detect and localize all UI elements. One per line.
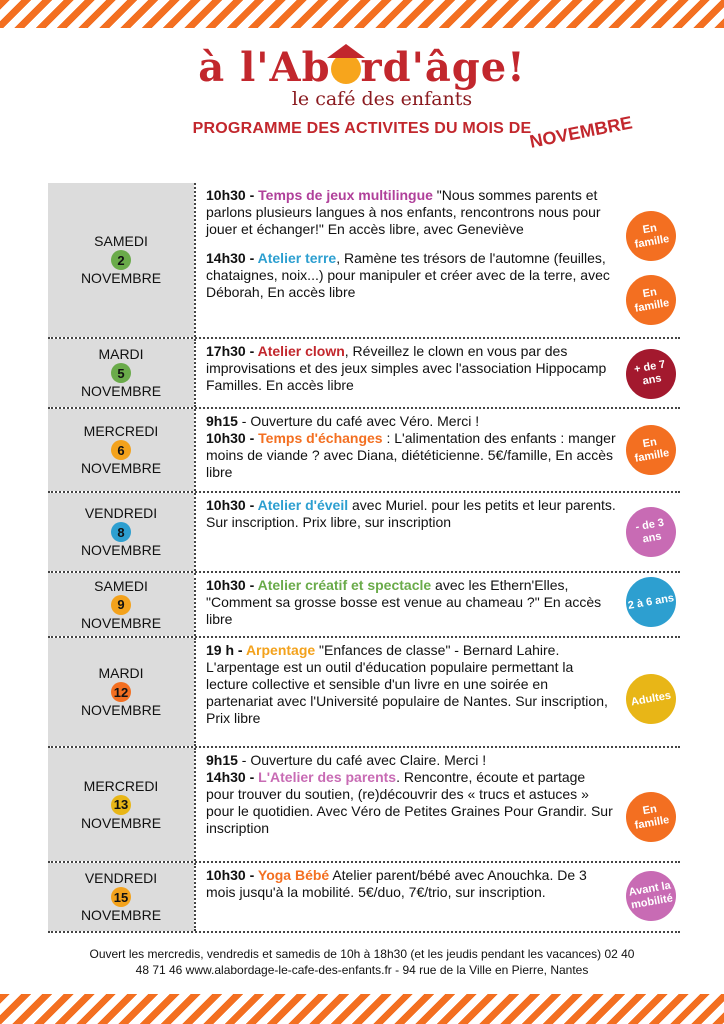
weekday-label: SAMEDI xyxy=(94,233,148,249)
day-number-badge: 6 xyxy=(111,440,131,460)
schedule-row xyxy=(48,183,680,339)
schedule-row xyxy=(48,863,680,933)
activity-entry xyxy=(206,430,616,481)
day-number-badge: 13 xyxy=(111,795,131,815)
activity-time: 17h30 - xyxy=(206,343,258,359)
activity-time: 14h30 - xyxy=(206,250,258,266)
column-divider xyxy=(194,493,196,571)
column-divider xyxy=(194,863,196,931)
activity-title: Temps de jeux multilingue xyxy=(258,187,433,203)
activity-entry xyxy=(206,343,616,394)
activity-description: "Nous sommes parents et parlons plusieurs langues à nos enfants, rencontrons nous pour jouer et échanger!" En accès libre, avec Geneviève xyxy=(206,187,601,237)
activity-title: Temps d'échanges xyxy=(258,430,383,446)
audience-badge: Avant la mobilité xyxy=(622,867,680,925)
schedule-row xyxy=(48,638,680,748)
activity-time: 10h30 - xyxy=(206,430,259,446)
activity-entry xyxy=(206,413,616,430)
schedule-row xyxy=(48,409,680,493)
footer-line-1: Ouvert les mercredis, vendredis et samedis de 10h à 18h30 (et les jeudis pendant les vacances) 02 40 xyxy=(89,947,635,961)
activity-cell xyxy=(206,577,616,628)
activity-time: 10h30 - xyxy=(206,497,258,513)
program-title: PROGRAMME DES ACTIVITES DU MOIS DE xyxy=(192,120,532,137)
month-label: NOVEMBRE xyxy=(80,383,162,399)
activity-time: 9h15 xyxy=(206,752,238,768)
schedule-row xyxy=(48,339,680,409)
date-cell xyxy=(48,183,194,337)
logo-text-2: rd'âge! xyxy=(360,44,526,91)
activity-entry xyxy=(206,642,616,727)
audience-badge: Adultes xyxy=(622,670,680,728)
activity-time: 19 h - xyxy=(206,642,246,658)
audience-badge: En famille xyxy=(622,271,680,329)
activity-description: - Ouverture du café avec Claire. Merci ! xyxy=(237,752,487,768)
month-label: NOVEMBRE xyxy=(80,614,162,631)
date-cell xyxy=(48,339,194,407)
activity-time: 14h30 - xyxy=(206,769,259,785)
weekday-label: MERCREDI xyxy=(83,777,159,794)
activity-cell xyxy=(206,343,616,394)
activity-cell xyxy=(206,187,616,301)
logo-subtitle: le café des enfants xyxy=(291,88,473,110)
logo-text-1: à l'Ab xyxy=(198,44,331,91)
activity-entry xyxy=(206,752,616,769)
date-cell xyxy=(48,409,194,491)
row-separator xyxy=(48,931,680,933)
activity-time: 10h30 - xyxy=(206,187,259,203)
activity-entry xyxy=(206,577,616,628)
activity-cell xyxy=(206,752,616,837)
activity-entry xyxy=(206,867,616,901)
bottom-stripe-border xyxy=(0,994,724,1024)
activity-description: avec Muriel. pour les petits et leur parents. Sur inscription. Prix libre, sur inscription xyxy=(206,497,616,530)
date-cell xyxy=(48,638,194,746)
day-number-badge: 12 xyxy=(111,682,131,702)
activity-cell xyxy=(206,867,616,901)
audience-badge: En famille xyxy=(622,207,680,265)
footer-info xyxy=(0,946,724,978)
audience-badge: En famille xyxy=(622,421,680,479)
activity-time: 10h30 - xyxy=(206,867,258,883)
audience-badge: + de 7 ans xyxy=(622,345,680,403)
weekday-label: MARDI xyxy=(98,665,144,681)
month-label: NOVEMBRE xyxy=(80,542,162,558)
activity-entry xyxy=(206,250,616,301)
column-divider xyxy=(194,638,196,746)
schedule-row xyxy=(48,748,680,863)
month-label: NOVEMBRE xyxy=(80,907,162,923)
activity-title: Arpentage xyxy=(245,642,316,658)
activity-entry xyxy=(206,187,616,238)
weekday-label: MARDI xyxy=(98,346,144,362)
activity-entry xyxy=(206,497,616,531)
activity-description: "Enfances de classe" - Bernard Lahire. L'arpentage est un outil d'éducation populaire permettant la lecture collective et sensible d'un livre en une soirée en partenariat avec l'Université populaire de Nantes. Sur inscription, Prix libre xyxy=(206,642,608,726)
activity-description: : L'alimentation des enfants : manger moins de viande ? avec Diana, diététicienne. 5€/famille, En accès libre xyxy=(206,430,616,480)
activity-description: - Ouverture du café avec Véro. Merci ! xyxy=(237,413,480,429)
activity-time: 10h30 - xyxy=(206,577,258,593)
column-divider xyxy=(194,409,196,491)
month-label: NOVEMBRE xyxy=(80,702,162,718)
day-number-badge: 8 xyxy=(111,522,131,542)
activity-title: Atelier d'éveil xyxy=(257,497,349,513)
schedule-row xyxy=(48,573,680,638)
date-cell xyxy=(48,748,194,861)
logo xyxy=(0,46,724,110)
date-cell xyxy=(48,863,194,931)
weekday-label: VENDREDI xyxy=(84,870,158,886)
day-number-badge: 9 xyxy=(111,595,131,615)
activity-description: , Réveillez le clown en vous par des improvisations et des jeux simples avec l'association Hippocamp Familles. En accès libre xyxy=(206,343,607,393)
column-divider xyxy=(194,573,196,636)
day-number-badge: 5 xyxy=(111,363,131,383)
schedule-row xyxy=(48,493,680,573)
activity-title: Yoga Bébé xyxy=(257,867,330,883)
month-label: NOVEMBRE xyxy=(80,814,162,831)
activity-cell xyxy=(206,413,616,481)
activity-cell xyxy=(206,497,616,531)
activity-description: Atelier parent/bébé avec Anouchka. De 3 mois jusqu'à la mobilité. 5€/duo, 7€/trio, sur inscription. xyxy=(206,867,587,900)
day-number-badge: 2 xyxy=(111,250,131,270)
column-divider xyxy=(194,339,196,407)
activity-time: 9h15 xyxy=(206,413,238,429)
activity-description: . Rencontre, écoute et partage pour trouver du soutien, (re)découvrir des « trucs et astuces » pour le quotidien. Avec Véro de Petites Graines Pour Grandir. Sur inscription xyxy=(206,769,613,836)
audience-badge: En famille xyxy=(622,788,680,846)
weekday-label: SAMEDI xyxy=(94,577,148,594)
month-label: NOVEMBRE xyxy=(80,460,162,476)
top-stripe-border xyxy=(0,0,724,28)
program-month: NOVEMBRE xyxy=(527,112,634,152)
activity-title: Atelier créatif et spectacle xyxy=(257,577,432,593)
activity-entry xyxy=(206,769,616,837)
activity-title: Atelier clown xyxy=(257,343,345,359)
weekday-label: MERCREDI xyxy=(83,423,159,439)
date-cell xyxy=(48,493,194,571)
day-number-badge: 15 xyxy=(111,887,131,907)
smiley-pirate-icon xyxy=(331,54,361,84)
weekday-label: VENDREDI xyxy=(84,505,158,521)
audience-badge: 2 à 6 ans xyxy=(622,573,680,631)
column-divider xyxy=(194,183,196,337)
date-cell xyxy=(48,573,194,636)
logo-wordmark xyxy=(0,46,724,90)
footer-line-2: 48 71 46 www.alabordage-le-cafe-des-enfants.fr - 94 rue de la Ville en Pierre, Nantes xyxy=(135,963,589,977)
activity-cell xyxy=(206,642,616,727)
activity-description: avec les Ethern'Elles, "Comment sa grosse bosse est venue au chameau ?" En accès libre xyxy=(206,577,602,627)
audience-badge: - de 3 ans xyxy=(622,503,680,561)
activity-title: L'Atelier des parents xyxy=(258,769,397,785)
column-divider xyxy=(194,748,196,861)
month-label: NOVEMBRE xyxy=(80,270,162,286)
activity-title: Atelier terre xyxy=(257,250,337,266)
activity-description: , Ramène tes trésors de l'automne (feuilles, chataignes, noix...) pour manipuler et créer avec de la terre, avec Déborah, En accès libre xyxy=(206,250,610,300)
